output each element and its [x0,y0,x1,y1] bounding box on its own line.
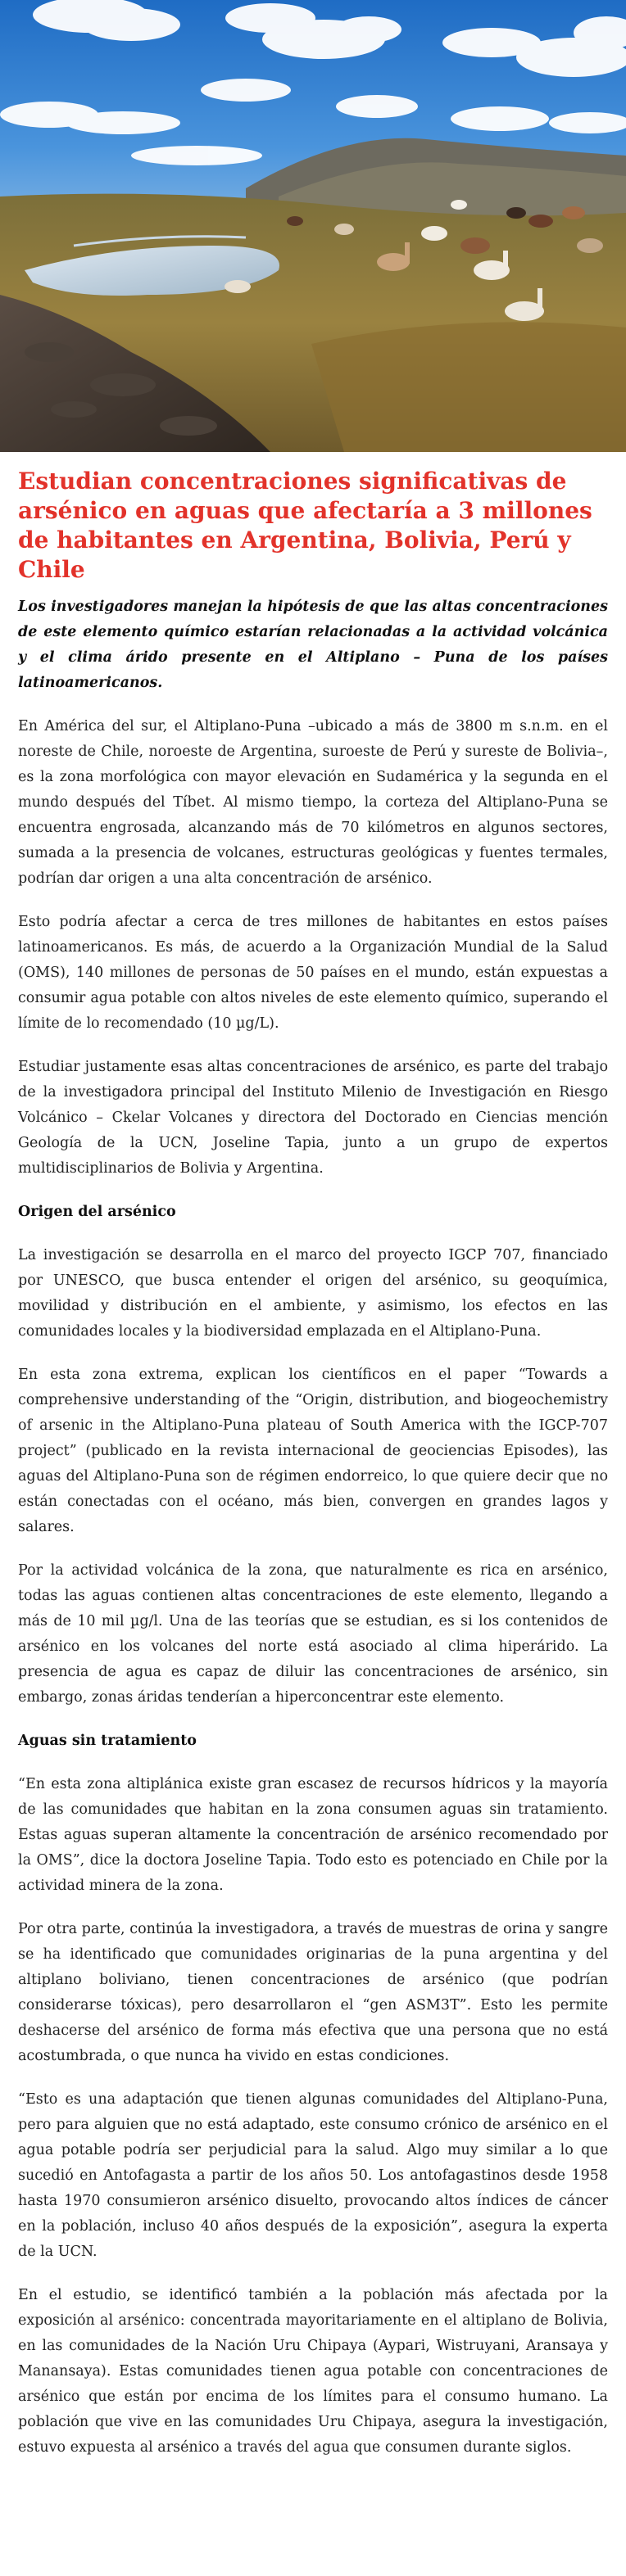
article-lead: Los investigadores manejan la hipótesis de que las altas concentraciones de este elemento químico estarían relacionadas a la actividad volcánica y el clima árido presente en el Altiplano – Puna de los países latinoamericanos. [18,599,608,691]
paragraph: Estudiar justamente esas altas concentraciones de arsénico, es parte del trabajo de la investigadora principal del Instituto Milenio de Investigación en Riesgo Volcánico – Ckelar Volcanes y directora del Doctorado en Ciencias mención Geología de la UCN, Joseline Tapia, junto a un grupo de expertos multidisciplinarios de Bolivia y Argentina. [18,1059,608,1177]
section-heading-untreated-water: Aguas sin tratamiento [18,1733,197,1749]
altiplano-landscape-photo [0,0,626,452]
paragraph: Por la actividad volcánica de la zona, que naturalmente es rica en arsénico, todas las aguas contienen altas concentraciones de este elemento, llegando a más de 10 mil µg/l. Una de las teorías que se estudian, es si los contenidos de arsénico en los volcanes del norte está asociado al clima hiperárido. La presencia de agua es capaz de diluir las concentraciones de arsénico, sin embargo, zonas áridas tenderían a hiperconcentrar este elemento. [18,1562,608,1706]
article-title: Estudian concentraciones significativas de arsénico en aguas que afectaría a 3 millones de habitantes en Argentina, Bolivia, Perú y Chile [18,468,592,583]
paragraph: “Esto es una adaptación que tienen algunas comunidades del Altiplano-Puna, pero para alguien que no está adaptado, este consumo crónico de arsénico en el agua potable podría ser perjudicial para la salud. Algo muy similar a lo que sucedió en Antofagasta a partir de los años 50. Los antofagastinos desde 1958 hasta 1970 consumieron arsénico disuelto, provocando altos índices de cáncer en la población, incluso 40 años después de la exposición”, asegura la experta de la UCN. [18,2091,608,2260]
paragraph: En esta zona extrema, explican los científicos en el paper “Towards a comprehensive understanding of the “Origin, distribution, and biogeochemistry of arsenic in the Altiplano-Puna plateau of South America with the IGCP-707 project” (publicado en la revista internacional de geociencias Episodes), las aguas del Altiplano-Puna son de régimen endorreico, lo que quiere decir que no están conectadas con el océano, más bien, convergen en grandes lagos y salares. [18,1367,608,1535]
hero-image [0,0,626,452]
article-body [0,452,626,2461]
paragraph: Por otra parte, continúa la investigadora, a través de muestras de orina y sangre se ha identificado que comunidades originarias de la puna argentina y del altiplano boliviano, tienen concentraciones de arsénico (que podrían considerarse tóxicas), pero desarrollaron el “gen ASM3T”. Esto les permite deshacerse del arsénico de forma más efectiva que una persona que no está acostumbrada, o que nunca ha vivido en estas condiciones. [18,1921,608,2064]
section-heading-origin: Origen del arsénico [18,1204,176,1220]
paragraph: En el estudio, se identificó también a la población más afectada por la exposición al arsénico: concentrada mayoritariamente en el altiplano de Bolivia, en las comunidades de la Nación Uru Chipaya (Aypari, Wistruyani, Aransaya y Manansaya). Estas comunidades tienen agua potable con concentraciones de arsénico que están por encima de los límites para el consumo humano. La población que vive en las comunidades Uru Chipaya, asegura la investigación, estuvo expuesta al arsénico a través del agua que consumen durante siglos. [18,2287,608,2456]
paragraph: La investigación se desarrolla en el marco del proyecto IGCP 707, financiado por UNESCO, que busca entender el origen del arsénico, su geoquímica, movilidad y distribución en el ambiente, y asimismo, los efectos en las comunidades locales y la biodiversidad emplazada en el Altiplano-Puna. [18,1247,608,1340]
paragraph: En América del sur, el Altiplano-Puna –ubicado a más de 3800 m s.n.m. en el noreste de Chile, noroeste de Argentina, suroeste de Perú y sureste de Bolivia–, es la zona morfológica con mayor elevación en Sudamérica y la segunda en el mundo después del Tíbet. Al mismo tiempo, la corteza del Altiplano-Puna se encuentra engrosada, alcanzando más de 70 kilómetros en algunos sectores, sumada a la presencia de volcanes, estructuras geológicas y fuentes termales, podrían dar origen a una alta concentración de arsénico. [18,718,608,887]
paragraph: Esto podría afectar a cerca de tres millones de habitantes en estos países latinoamericanos. Es más, de acuerdo a la Organización Mundial de la Salud (OMS), 140 millones de personas de 50 países en el mundo, están expuestas a consumir agua potable con altos niveles de este elemento químico, superando el límite de lo recomendado (10 µg/L). [18,914,608,1032]
paragraph: “En esta zona altiplánica existe gran escasez de recursos hídricos y la mayoría de las comunidades que habitan en la zona consumen aguas sin tratamiento. Estas aguas superan altamente la concentración de arsénico recomendado por la OMS”, dice la doctora Joseline Tapia. Todo esto es potenciado en Chile por la actividad minera de la zona. [18,1776,608,1894]
